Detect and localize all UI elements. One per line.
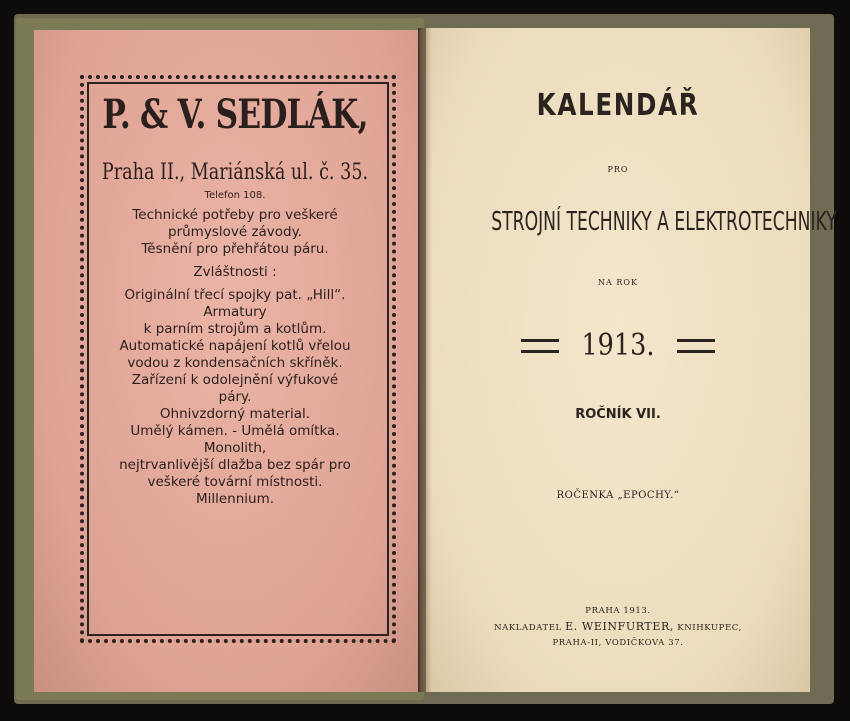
- ad-line: nejtrvanlivější dlažba bez spár pro: [119, 457, 351, 473]
- ad-line: Umělý kámen. - Umělá omítka.: [130, 423, 340, 439]
- title-volume: ROČNÍK VII.: [575, 407, 661, 422]
- ad-firm-name: P. & V. SEDLÁK,: [102, 91, 368, 138]
- imprint-city: PRAHA 1913.: [585, 606, 651, 616]
- title-na-rok: NA ROK: [598, 278, 638, 287]
- title-year: 1913.: [581, 328, 655, 363]
- ad-line: Originální třecí spojky pat. „Hill“.: [124, 287, 346, 303]
- ad-line: Těsnění pro přehřátou páru.: [141, 241, 329, 257]
- ad-line: veškeré tovární místnosti.: [147, 474, 323, 490]
- title-subject: STROJNÍ TECHNIKY A ELEKTROTECHNIKY: [491, 207, 837, 237]
- double-rule-left: [521, 339, 559, 353]
- imprint-role: KNIHKUPEC,: [677, 623, 742, 633]
- imprint-publisher-label: NAKLADATEL: [494, 623, 562, 633]
- ad-line: Technické potřeby pro veškeré: [132, 207, 338, 223]
- ad-line: k parním strojům a kotlům.: [143, 321, 327, 337]
- ad-line: průmyslové závody.: [168, 224, 302, 240]
- ad-line: Armatury: [203, 304, 267, 320]
- title-pro: PRO: [607, 165, 629, 174]
- title-year-row: [426, 328, 810, 363]
- title-imprint: [426, 604, 810, 651]
- advertisement-block: [92, 92, 378, 508]
- ad-line: Millennium.: [195, 491, 275, 507]
- imprint-publisher-line: [426, 619, 810, 636]
- ad-line: Ohnivzdorný material.: [159, 406, 311, 422]
- ad-phone: Telefon 108.: [204, 190, 266, 201]
- ad-line: Monolith,: [203, 440, 267, 456]
- ad-line: Zvláštnosti :: [193, 264, 277, 280]
- ad-line: vodou z kondensačních skříněk.: [127, 355, 343, 371]
- title-heading: KALENDÁŘ: [536, 88, 700, 123]
- imprint-publisher: E. WEINFURTER,: [565, 620, 674, 633]
- title-series: ROČENKA „EPOCHY.“: [556, 490, 680, 501]
- double-rule-right: [677, 339, 715, 353]
- imprint-street: PRAHA-II, VODIČKOVA 37.: [552, 638, 684, 648]
- ad-address: Praha II., Mariánská ul. č. 35.: [101, 160, 369, 185]
- ad-line: Zařízení k odolejnění výfukové: [131, 372, 339, 388]
- ad-line: Automatické napájení kotlů vřelou: [119, 338, 351, 354]
- ad-line: páry.: [218, 389, 252, 405]
